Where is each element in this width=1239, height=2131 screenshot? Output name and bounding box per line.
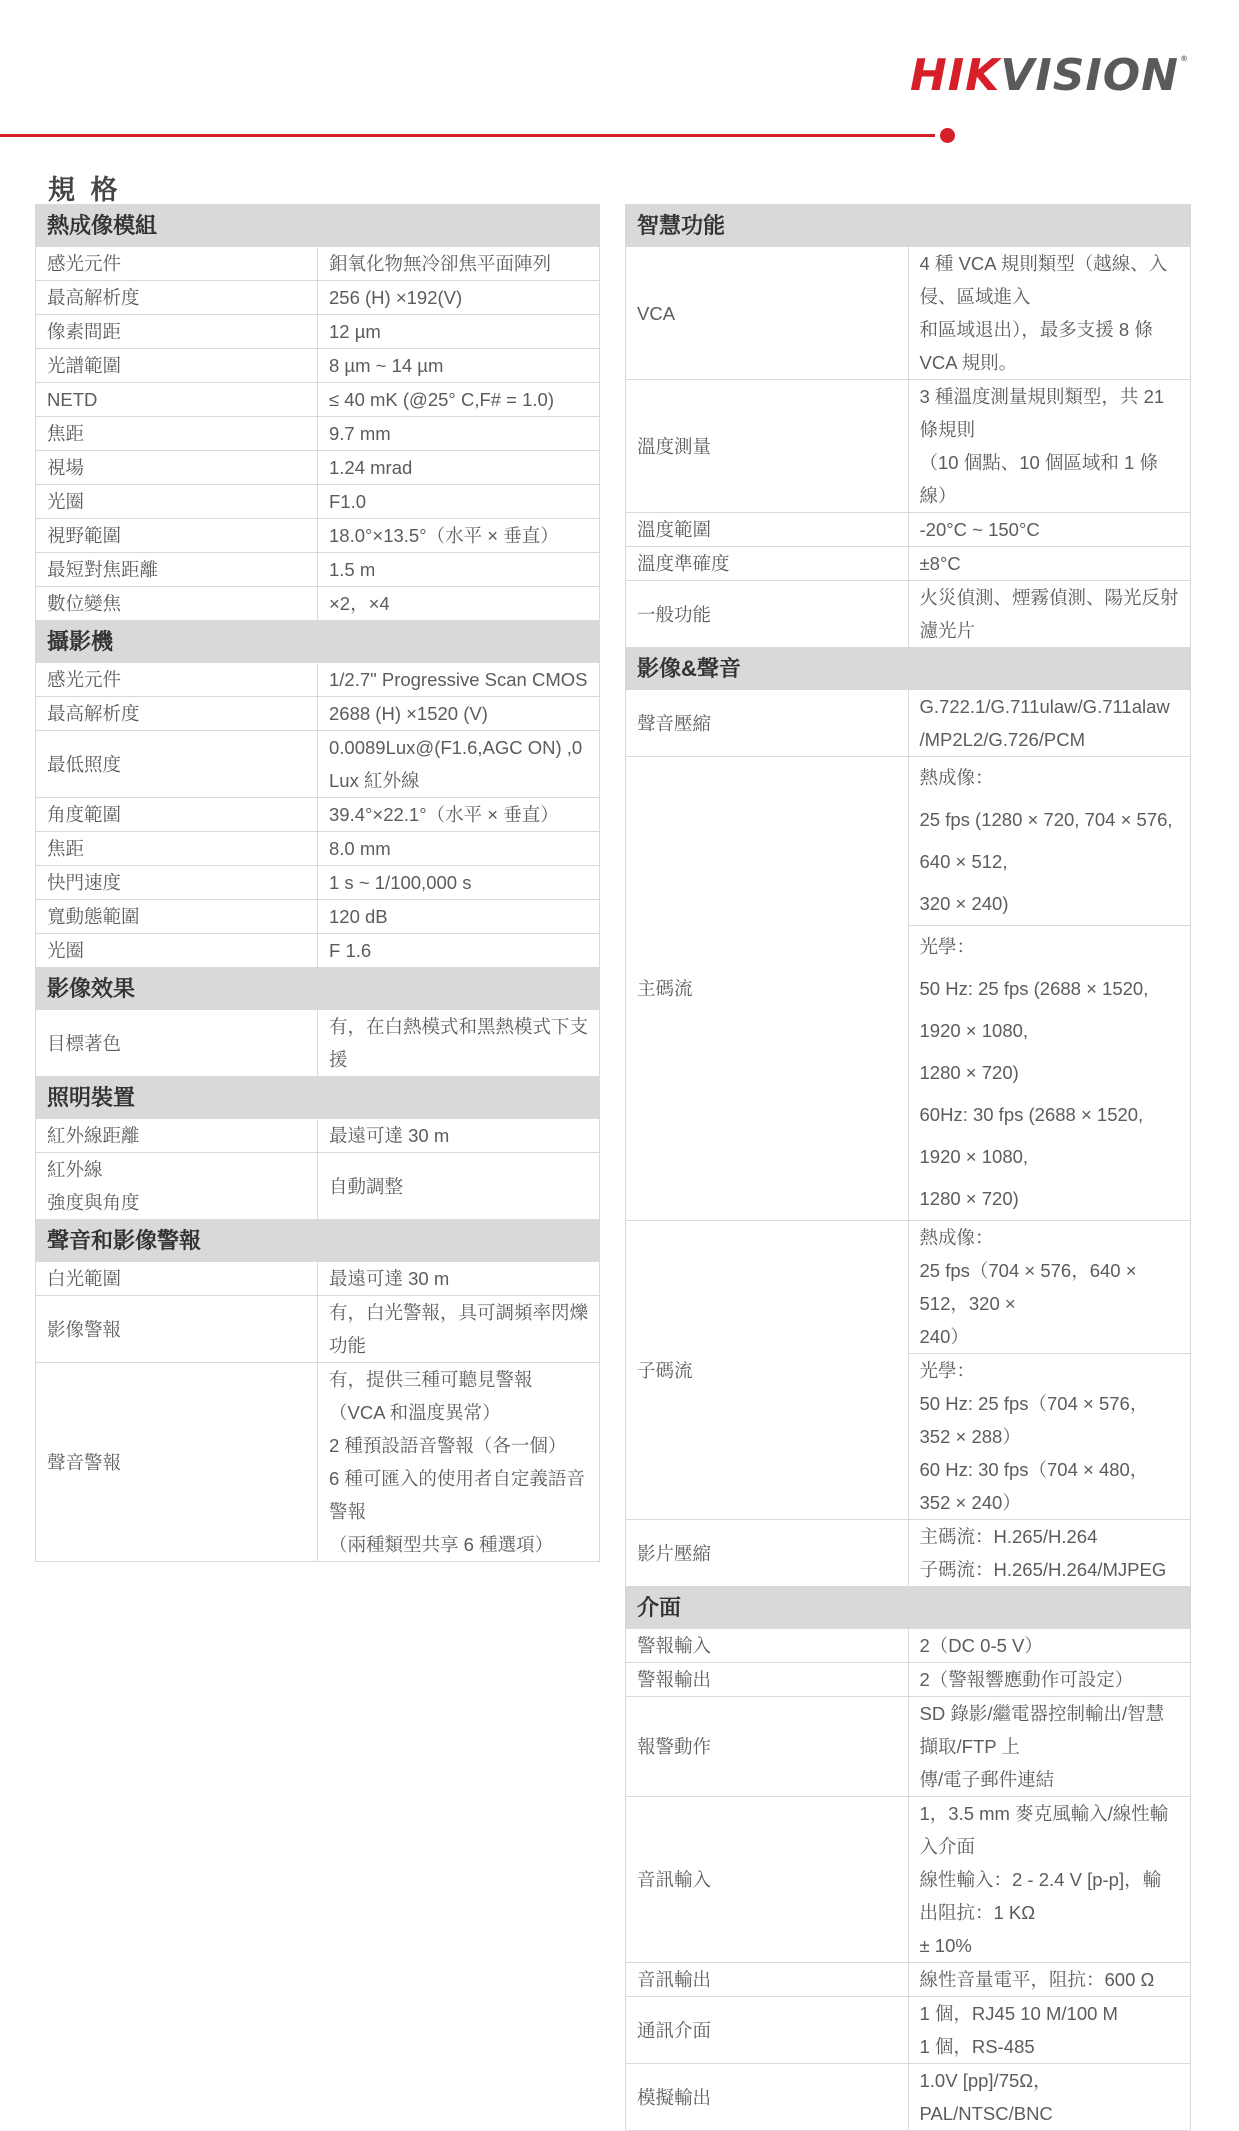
- spec-row: [626, 690, 1191, 757]
- spec-row: [36, 1363, 600, 1562]
- spec-section-title: 影像&聲音: [626, 648, 1191, 690]
- spec-label: 感光元件: [47, 669, 122, 690]
- spec-value-cell: [318, 731, 600, 798]
- spec-row: [626, 247, 1191, 380]
- spec-label-cell: [36, 832, 318, 866]
- spec-row: [626, 581, 1191, 648]
- brand-logo-hik: HIK: [909, 50, 1001, 101]
- spec-value-cell: [908, 690, 1191, 757]
- spec-value-cell: [318, 697, 600, 731]
- spec-row: [626, 1797, 1191, 1963]
- spec-value: 60 Hz: 30 fps（704 × 480，352 × 240）: [919, 1459, 1149, 1513]
- spec-label: 焦距: [47, 423, 85, 444]
- spec-value-cell: [908, 757, 1191, 926]
- spec-label: 焦距: [47, 838, 85, 859]
- spec-section-title: 熱成像模組: [36, 205, 600, 247]
- right-spec-table: [625, 204, 1191, 2131]
- spec-label-cell: [36, 315, 318, 349]
- spec-value-cell: [318, 900, 600, 934]
- spec-label-cell: 溫度測量: [626, 380, 909, 513]
- spec-label: 聲音警報: [47, 1451, 122, 1473]
- spec-label-cell: 警報輸出: [626, 1663, 909, 1697]
- spec-value: 240）: [919, 1326, 969, 1347]
- spec-label-cell: [36, 731, 318, 798]
- spec-value-cell: [318, 417, 600, 451]
- page-title: 規 格: [48, 175, 122, 205]
- spec-section-title: 影像效果: [36, 968, 600, 1010]
- spec-label-cell: 主碼流: [626, 757, 909, 1221]
- spec-value: 8 µm ~ 14 µm: [329, 355, 444, 376]
- spec-value-cell: [908, 1221, 1191, 1354]
- right-spec-column: [625, 204, 1191, 2131]
- spec-value-cell: [908, 247, 1191, 380]
- header-divider-dot: [940, 128, 955, 143]
- spec-row: [626, 1629, 1191, 1663]
- spec-value: 有，在白熱模式和黑熱模式下支援: [329, 1016, 589, 1070]
- spec-row: [36, 866, 600, 900]
- spec-value: 光學：: [919, 1360, 976, 1381]
- spec-value: 光學：: [919, 936, 976, 957]
- spec-label-cell: [36, 247, 318, 281]
- spec-value: 60Hz: 30 fps (2688 × 1520, 1920 × 1080,: [919, 1104, 1144, 1167]
- spec-value-cell: [318, 587, 600, 621]
- spec-label-cell: [36, 1363, 318, 1562]
- spec-value-cell: [318, 866, 600, 900]
- spec-value: 主碼流：H.265/H.264: [919, 1526, 1098, 1547]
- spec-value: 12 µm: [329, 321, 381, 342]
- spec-value: 18.0°×13.5°（水平 × 垂直）: [329, 525, 559, 546]
- spec-label-cell: 音訊輸入: [626, 1797, 909, 1963]
- spec-value: 線性輸入：2 - 2.4 V [p-p]，輸出阻抗：1 KΩ: [919, 1869, 1162, 1923]
- spec-section-header: [36, 621, 600, 663]
- spec-row: [36, 900, 600, 934]
- spec-value: 1.0V [pp]/75Ω，PAL/NTSC/BNC: [919, 2070, 1053, 2124]
- spec-label-cell: [36, 798, 318, 832]
- spec-row: [36, 247, 600, 281]
- header-divider-line: [0, 134, 935, 137]
- spec-row: [36, 1119, 600, 1153]
- spec-value-cell: [318, 934, 600, 968]
- spec-value-cell: [318, 1153, 600, 1220]
- spec-row: [36, 281, 600, 315]
- spec-label: 視野範圍: [47, 525, 122, 546]
- spec-label-cell: 一般功能: [626, 581, 909, 648]
- spec-label-cell: [36, 1153, 318, 1220]
- spec-label: 光譜範圍: [47, 355, 122, 376]
- spec-value-cell: [908, 513, 1191, 547]
- registered-mark: ®: [1180, 54, 1189, 63]
- spec-value: 子碼流：H.265/H.264/MJPEG: [919, 1559, 1167, 1580]
- spec-label: 光圈: [47, 940, 85, 961]
- spec-value-cell: [318, 451, 600, 485]
- spec-value-cell: [318, 485, 600, 519]
- spec-section-header: [626, 205, 1191, 247]
- spec-label-cell: [36, 451, 318, 485]
- spec-value: /MP2L2/G.726/PCM: [919, 729, 1086, 750]
- spec-value: 4 種 VCA 規則類型（越線、入侵、區域進入: [919, 253, 1168, 307]
- spec-value-cell: [318, 519, 600, 553]
- spec-value: ± 10%: [919, 1935, 972, 1956]
- spec-value-cell: [908, 1797, 1191, 1963]
- spec-value: 1280 × 720): [919, 1188, 1019, 1209]
- spec-value: 1 個，RJ45 10 M/100 M: [919, 2003, 1118, 2024]
- spec-row: [626, 513, 1191, 547]
- spec-value-cell: [908, 1997, 1191, 2064]
- spec-value-cell: [908, 1963, 1191, 1997]
- spec-value: 1280 × 720): [919, 1062, 1019, 1083]
- spec-label-cell: 影片壓縮: [626, 1520, 909, 1587]
- spec-value-cell: [318, 798, 600, 832]
- spec-label: 寬動態範圍: [47, 906, 140, 927]
- spec-label: 白光範圍: [47, 1268, 122, 1289]
- spec-value: 自動調整: [329, 1175, 404, 1197]
- spec-row: [626, 547, 1191, 581]
- spec-value-cell: [908, 581, 1191, 648]
- spec-section-header: [626, 648, 1191, 690]
- spec-value: 有，白光警報，具可調頻率閃爍功能: [329, 1302, 589, 1356]
- spec-row: [626, 1663, 1191, 1697]
- spec-label: 目標著色: [47, 1032, 122, 1054]
- spec-label: 強度與角度: [47, 1192, 140, 1213]
- spec-label-cell: 子碼流: [626, 1221, 909, 1520]
- spec-label-cell: 溫度準確度: [626, 547, 909, 581]
- spec-value-cell: [318, 1119, 600, 1153]
- spec-label-cell: [36, 663, 318, 697]
- spec-row: [36, 1262, 600, 1296]
- spec-label: 最低照度: [47, 753, 122, 775]
- spec-label-cell: [36, 1010, 318, 1077]
- spec-label-cell: [36, 281, 318, 315]
- spec-value-cell: [908, 380, 1191, 513]
- spec-row: [36, 519, 600, 553]
- spec-value: 和區域退出），最多支援 8 條 VCA 規則。: [919, 319, 1153, 373]
- spec-label-cell: 音訊輸出: [626, 1963, 909, 1997]
- spec-value-cell: [318, 315, 600, 349]
- spec-label-cell: [36, 1119, 318, 1153]
- spec-value: 3 種溫度測量規則類型，共 21 條規則: [919, 386, 1165, 440]
- spec-row: [626, 1997, 1191, 2064]
- spec-value: 2（警報響應動作可設定）: [919, 1669, 1134, 1690]
- spec-row: [626, 1520, 1191, 1587]
- spec-label: 最高解析度: [47, 287, 140, 308]
- spec-label-cell: VCA: [626, 247, 909, 380]
- spec-value-cell: [908, 1629, 1191, 1663]
- spec-value-cell: [908, 1663, 1191, 1697]
- spec-label: 影像警報: [47, 1318, 122, 1340]
- spec-label: 角度範圍: [47, 804, 122, 825]
- spec-row: [36, 315, 600, 349]
- spec-label-cell: [36, 866, 318, 900]
- spec-value: 120 dB: [329, 906, 388, 927]
- spec-section-header: [36, 1077, 600, 1119]
- spec-row: [36, 731, 600, 798]
- spec-row: [36, 798, 600, 832]
- spec-label-cell: 通訊介面: [626, 1997, 909, 2064]
- spec-section-header: [626, 1587, 1191, 1629]
- spec-value-cell: [318, 349, 600, 383]
- spec-row: [36, 1296, 600, 1363]
- spec-value: 1，3.5 mm 麥克風輸入/線性輸入介面: [919, 1803, 1169, 1857]
- spec-section-title: 攝影機: [36, 621, 600, 663]
- spec-value: 最遠可達 30 m: [329, 1125, 450, 1146]
- spec-label-cell: [36, 934, 318, 968]
- spec-value-cell: [908, 1697, 1191, 1797]
- brand-logo-vision: VISION: [1000, 50, 1179, 101]
- spec-value: 1 個，RS-485: [919, 2036, 1035, 2057]
- left-spec-column: [35, 204, 600, 1562]
- spec-label: 視場: [47, 457, 85, 478]
- spec-value-cell: [318, 832, 600, 866]
- spec-value-cell: [318, 1296, 600, 1363]
- spec-value: 火災偵測、煙霧偵測、陽光反射濾光片: [919, 587, 1179, 641]
- spec-label-cell: [36, 697, 318, 731]
- spec-row: [36, 451, 600, 485]
- spec-value: 熱成像：: [919, 767, 994, 788]
- spec-value: 線性音量電平，阻抗：600 Ω: [919, 1969, 1155, 1990]
- spec-row: [36, 383, 600, 417]
- spec-label: NETD: [47, 389, 98, 410]
- spec-label-cell: [36, 349, 318, 383]
- spec-label: 最短對焦距離: [47, 559, 159, 580]
- spec-row: [626, 1963, 1191, 1997]
- spec-value: 50 Hz: 25 fps (2688 × 1520, 1920 × 1080,: [919, 978, 1149, 1041]
- spec-label: 最高解析度: [47, 703, 140, 724]
- spec-value: 0.0089Lux@(F1.6,AGC ON) ,0 Lux 紅外線: [329, 737, 583, 791]
- spec-value: 1.5 m: [329, 559, 376, 580]
- spec-value: 320 × 240): [919, 893, 1009, 914]
- spec-value-cell: [318, 553, 600, 587]
- spec-row: [36, 485, 600, 519]
- spec-value: 2688 (H) ×1520 (V): [329, 703, 488, 724]
- brand-logo: [910, 50, 1189, 101]
- spec-section-title: 照明裝置: [36, 1077, 600, 1119]
- spec-value-cell: [908, 1354, 1191, 1520]
- spec-row: [36, 417, 600, 451]
- spec-section-header: [36, 205, 600, 247]
- spec-label-cell: 警報輸入: [626, 1629, 909, 1663]
- spec-value: ≤ 40 mK (@25° C,F# = 1.0): [329, 389, 555, 410]
- spec-value-cell: [318, 663, 600, 697]
- spec-value-cell: [908, 2064, 1191, 2131]
- spec-value-cell: [318, 247, 600, 281]
- spec-value: 39.4°×22.1°（水平 × 垂直）: [329, 804, 559, 825]
- spec-value: F1.0: [329, 491, 367, 512]
- spec-section-header: [36, 968, 600, 1010]
- spec-row: [36, 587, 600, 621]
- spec-value: （10 個點、10 個區域和 1 條線）: [919, 452, 1159, 506]
- spec-value: 9.7 mm: [329, 423, 391, 444]
- left-spec-table: [35, 204, 600, 1562]
- spec-label-cell: 聲音壓縮: [626, 690, 909, 757]
- spec-value-cell: [318, 1262, 600, 1296]
- spec-value: 鉬氧化物無冷卻焦平面陣列: [329, 253, 552, 274]
- spec-label-cell: [36, 1262, 318, 1296]
- spec-label: 像素間距: [47, 321, 122, 342]
- spec-label-cell: 報警動作: [626, 1697, 909, 1797]
- spec-value: （兩種類型共享 6 種選項）: [329, 1534, 554, 1555]
- spec-row: [36, 663, 600, 697]
- spec-label-cell: 溫度範圍: [626, 513, 909, 547]
- spec-value-cell: [318, 281, 600, 315]
- spec-section-header: [36, 1220, 600, 1262]
- spec-value-cell: [318, 1363, 600, 1562]
- spec-label: 數位變焦: [47, 593, 122, 614]
- spec-row: [626, 757, 1191, 926]
- spec-label-cell: [36, 900, 318, 934]
- spec-label-cell: 模擬輸出: [626, 2064, 909, 2131]
- spec-label: 光圈: [47, 491, 85, 512]
- spec-row: [36, 553, 600, 587]
- spec-value-cell: [908, 547, 1191, 581]
- spec-row: [626, 380, 1191, 513]
- spec-label: 紅外線: [47, 1159, 103, 1180]
- spec-value-cell: [318, 383, 600, 417]
- spec-row: [626, 2064, 1191, 2131]
- spec-row: [36, 1010, 600, 1077]
- spec-value: 50 Hz: 25 fps（704 × 576，352 × 288）: [919, 1393, 1149, 1447]
- spec-label-cell: [36, 383, 318, 417]
- spec-label-cell: [36, 1296, 318, 1363]
- spec-value: ×2，×4: [329, 593, 390, 614]
- spec-value: 熱成像：: [919, 1227, 994, 1248]
- spec-value: 6 種可匯入的使用者自定義語音警報: [329, 1468, 585, 1522]
- spec-value-cell: [318, 1010, 600, 1077]
- spec-value: 傳/電子郵件連結: [919, 1769, 1055, 1790]
- spec-value: -20°C ~ 150°C: [919, 519, 1040, 540]
- spec-label-cell: [36, 553, 318, 587]
- spec-value: 1.24 mrad: [329, 457, 413, 478]
- spec-value: 25 fps（704 × 576，640 × 512，320 ×: [919, 1260, 1137, 1314]
- spec-value: 1 s ~ 1/100,000 s: [329, 872, 472, 893]
- spec-value: 2 種預設語音警報（各一個）: [329, 1435, 567, 1456]
- spec-row: [626, 1221, 1191, 1354]
- spec-row: [36, 1153, 600, 1220]
- spec-value: 2（DC 0-5 V）: [919, 1635, 1043, 1656]
- spec-section-title: 聲音和影像警報: [36, 1220, 600, 1262]
- spec-value: 256 (H) ×192(V): [329, 287, 463, 308]
- spec-value: 8.0 mm: [329, 838, 391, 859]
- spec-value: 1/2.7" Progressive Scan CMOS: [329, 669, 588, 690]
- spec-value-cell: [908, 1520, 1191, 1587]
- spec-value: SD 錄影/繼電器控制輸出/智慧擷取/FTP 上: [919, 1703, 1165, 1757]
- spec-row: [36, 934, 600, 968]
- spec-section-title: 智慧功能: [626, 205, 1191, 247]
- spec-row: [36, 349, 600, 383]
- spec-value: G.722.1/G.711ulaw/G.711alaw: [919, 696, 1170, 717]
- spec-value-cell: [908, 926, 1191, 1221]
- spec-value: ±8°C: [919, 553, 961, 574]
- spec-value: 最遠可達 30 m: [329, 1268, 450, 1289]
- spec-label: 快門速度: [47, 872, 122, 893]
- spec-row: [36, 832, 600, 866]
- spec-row: [626, 1697, 1191, 1797]
- spec-label-cell: [36, 519, 318, 553]
- spec-label-cell: [36, 587, 318, 621]
- spec-row: [36, 697, 600, 731]
- spec-label: 感光元件: [47, 253, 122, 274]
- spec-value: 有，提供三種可聽見警報（VCA 和溫度異常）: [329, 1369, 533, 1423]
- spec-label-cell: [36, 417, 318, 451]
- spec-label-cell: [36, 485, 318, 519]
- spec-value: 25 fps (1280 × 720, 704 × 576, 640 × 512,: [919, 809, 1173, 872]
- spec-value: F 1.6: [329, 940, 372, 961]
- spec-label: 紅外線距離: [47, 1125, 140, 1146]
- spec-section-title: 介面: [626, 1587, 1191, 1629]
